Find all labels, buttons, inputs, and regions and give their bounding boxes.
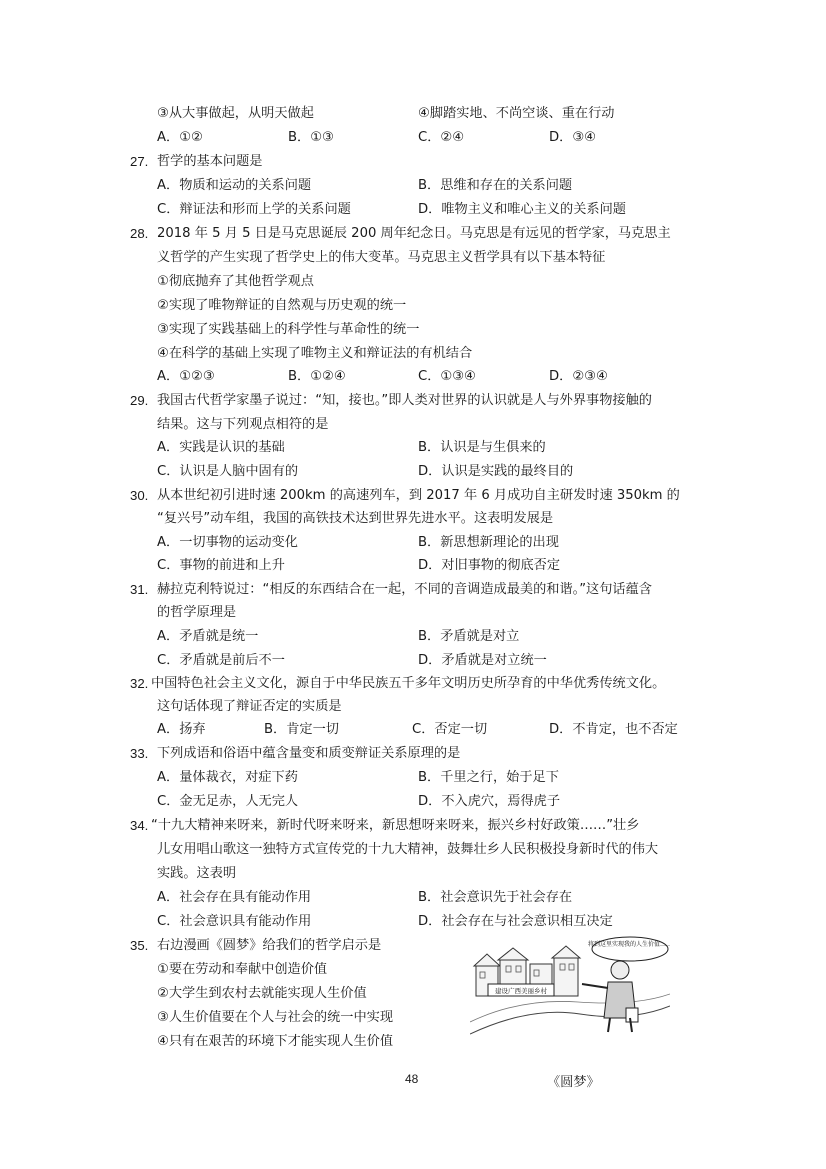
question-number: 29. (130, 393, 149, 408)
statement-4: ④在科学的基础上实现了唯物主义和辩证法的有机结合 (157, 346, 473, 361)
option-b[interactable]: B．社会意识先于社会存在 (418, 890, 573, 905)
question-stem: 结果。这与下列观点相符的是 (157, 417, 329, 432)
option-c[interactable]: C．事物的前进和上升 (157, 558, 285, 573)
cartoon-caption: 《圆梦》 (547, 1075, 600, 1090)
option-a[interactable]: A．实践是认识的基础 (157, 440, 285, 455)
option-b[interactable]: B．①③ (288, 130, 334, 145)
banner-text: 建设广西美丽乡村 (495, 987, 547, 995)
statement-1: ①要在劳动和奉献中创造价值 (157, 962, 328, 977)
question-number: 35. (130, 938, 149, 953)
option-d[interactable]: D．③④ (549, 130, 596, 145)
option-b[interactable]: B．新思想新理论的出现 (418, 535, 559, 550)
option-a[interactable]: A．社会存在具有能动作用 (157, 890, 312, 905)
option-c[interactable]: C．社会意识具有能动作用 (157, 914, 312, 929)
question-number: 33. (130, 746, 149, 761)
question-stem: 下列成语和俗语中蕴含量变和质变辩证关系原理的是 (157, 746, 461, 761)
option-b[interactable]: B．肯定一切 (264, 722, 339, 737)
option-c[interactable]: C．否定一切 (412, 722, 488, 737)
option-c[interactable]: C．认识是人脑中固有的 (157, 464, 299, 479)
question-number: 32. (130, 676, 149, 691)
option-c[interactable]: C．矛盾就是前后不一 (157, 653, 285, 668)
question-stem: 从本世纪初引进时速 200km 的高速列车，到 2017 年 6 月成功自主研发时速 350km 的 (157, 488, 680, 503)
question-stem: 儿女用唱山歌这一独特方式宣传党的十九大精神，鼓舞壮乡人民积极投身新时代的伟大 (157, 842, 659, 857)
statement-3: ③从大事做起，从明天做起 (157, 106, 314, 121)
option-a[interactable]: A．①②③ (157, 369, 215, 384)
option-b[interactable]: B．①②④ (288, 369, 346, 384)
option-c[interactable]: C．金无足赤，人无完人 (157, 794, 299, 809)
question-stem: 赫拉克利特说过：“相反的东西结合在一起，不同的音调造成最美的和谐。”这句话蕴含 (157, 582, 652, 597)
page-number: 48 (405, 1072, 419, 1086)
option-a[interactable]: A．矛盾就是统一 (157, 629, 259, 644)
question-stem: 这句话体现了辩证否定的实质是 (157, 699, 342, 714)
statement-2: ②大学生到农村去就能实现人生价值 (157, 986, 367, 1001)
speech-bubble-text: 将到这里实现我的人生价值…… (587, 941, 670, 948)
question-stem: 中国特色社会主义文化，源自于中华民族五千多年文明历史所孕育的中华优秀传统文化。 (151, 676, 666, 691)
option-d[interactable]: D．矛盾就是对立统一 (418, 653, 547, 668)
cartoon-image (470, 936, 670, 1038)
statement-3: ③人生价值要在个人与社会的统一中实现 (157, 1010, 394, 1025)
option-d[interactable]: D．不肯定，也不否定 (549, 722, 678, 737)
statement-1: ①彻底抛弃了其他哲学观点 (157, 274, 314, 289)
statement-3: ③实现了实践基础上的科学性与革命性的统一 (157, 322, 420, 337)
question-number: 27. (130, 154, 149, 169)
question-stem: 2018 年 5 月 5 日是马克思诞辰 200 周年纪念日。马克思是有远见的哲学家，马克思主 (157, 226, 671, 241)
option-d[interactable]: D．认识是实践的最终目的 (418, 464, 574, 479)
question-stem: 右边漫画《圆梦》给我们的哲学启示是 (157, 938, 382, 953)
option-b[interactable]: B．千里之行，始于足下 (418, 770, 559, 785)
question-number: 28. (130, 226, 149, 241)
option-d[interactable]: D．不入虎穴，焉得虎子 (418, 794, 561, 809)
statement-4: ④只有在艰苦的环境下才能实现人生价值 (157, 1034, 394, 1049)
option-b[interactable]: B．认识是与生俱来的 (418, 440, 546, 455)
question-number: 30. (130, 488, 149, 503)
option-a[interactable]: A．量体裁衣，对症下药 (157, 770, 298, 785)
option-a[interactable]: A．①② (157, 130, 203, 145)
option-a[interactable]: A．扬弃 (157, 722, 206, 737)
option-c[interactable]: C．①③④ (418, 369, 476, 384)
statement-2: ②实现了唯物辩证的自然观与历史观的统一 (157, 298, 407, 313)
option-d[interactable]: D．唯物主义和唯心主义的关系问题 (418, 202, 626, 217)
question-stem: 义哲学的产生实现了哲学史上的伟大变革。马克思主义哲学具有以下基本特征 (157, 250, 606, 265)
question-number: 31. (130, 582, 149, 597)
option-d[interactable]: D．②③④ (549, 369, 608, 384)
option-b[interactable]: B．思维和存在的关系问题 (418, 178, 573, 193)
question-stem: 我国古代哲学家墨子说过：“知，接也。”即人类对世界的认识就是人与外界事物接触的 (157, 393, 652, 408)
option-a[interactable]: A．一切事物的运动变化 (157, 535, 298, 550)
question-stem: 的哲学原理是 (157, 605, 237, 620)
question-stem: “十九大精神来呀来，新时代呀来呀来，新思想呀来呀来，振兴乡村好政策……”壮乡 (151, 818, 640, 833)
option-a[interactable]: A．物质和运动的关系问题 (157, 178, 312, 193)
question-stem: 实践。这表明 (157, 866, 237, 881)
question-stem: “复兴号”动车组，我国的高铁技术达到世界先进水平。这表明发展是 (157, 511, 554, 526)
question-number: 34. (130, 818, 149, 833)
option-d[interactable]: D．对旧事物的彻底否定 (418, 558, 561, 573)
statement-4: ④脚踏实地、不尚空谈、重在行动 (418, 106, 615, 121)
option-c[interactable]: C．②④ (418, 130, 465, 145)
option-b[interactable]: B．矛盾就是对立 (418, 629, 520, 644)
option-d[interactable]: D．社会存在与社会意识相互决定 (418, 914, 613, 929)
option-c[interactable]: C．辩证法和形而上学的关系问题 (157, 202, 351, 217)
question-stem: 哲学的基本问题是 (157, 154, 263, 169)
